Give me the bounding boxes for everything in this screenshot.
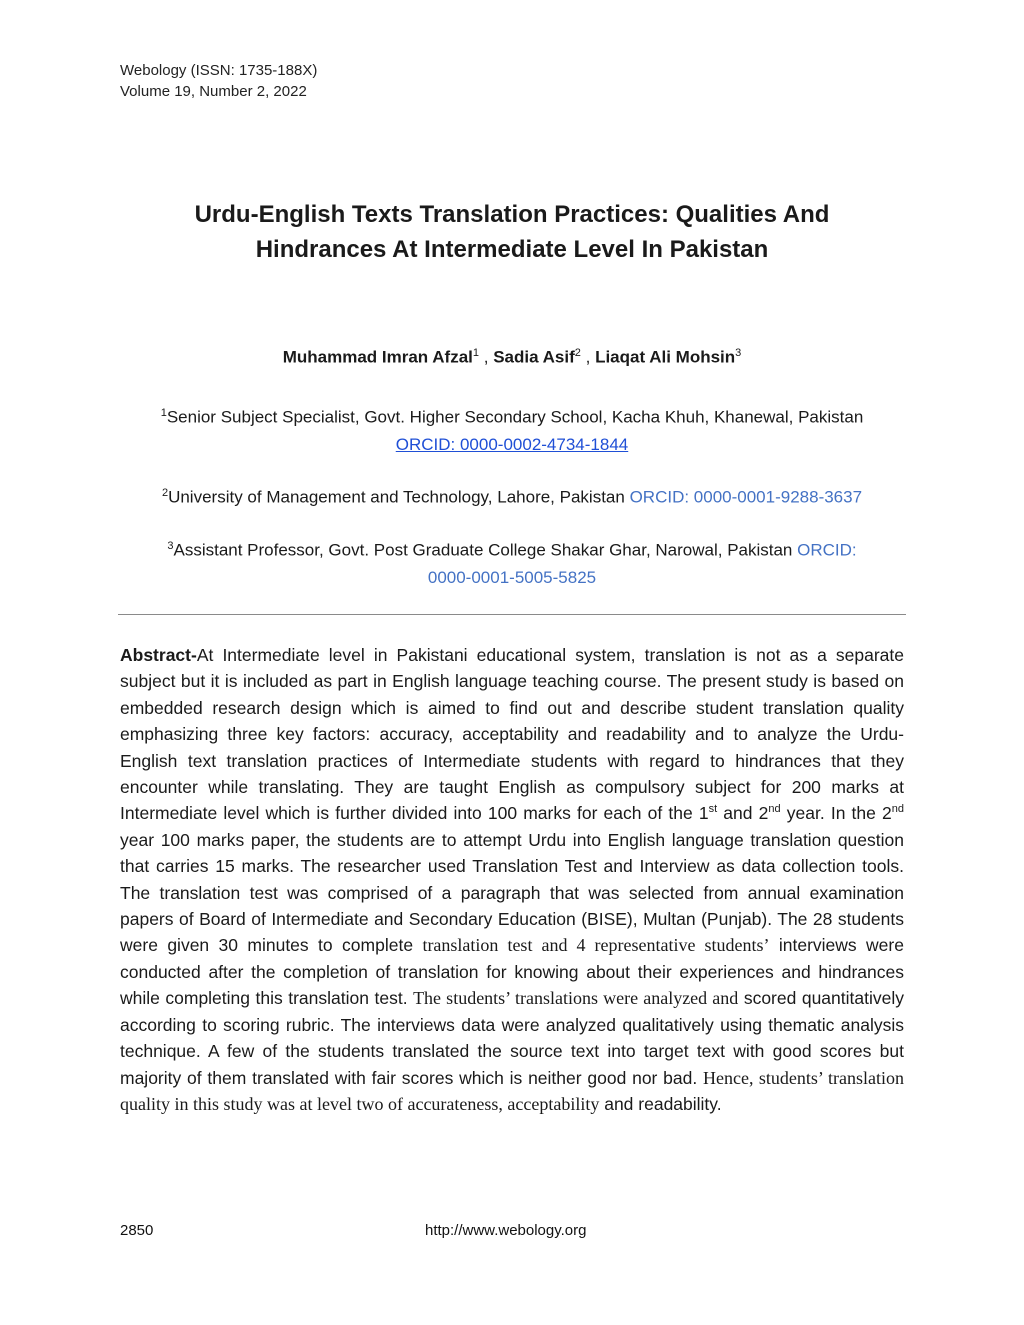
ordinal-suffix: st bbox=[708, 803, 718, 816]
author-separator: , bbox=[479, 347, 494, 367]
affil-mark: 2 bbox=[161, 487, 169, 499]
abstract-text: At Intermediate level in Pakistani educational system, translation is not as a separate subject but it is included as part in English language teaching course. The present study is based on embedded research design which is aimed to find out and describe student translation quality emphasizing three key factors: accuracy, acceptability and readability and to analyze the Urdu-English text translation practices of Intermediate students with regard to hindrances that they encounter while translating. They are taught English as compulsory subject for 200 marks at Intermediate level which is further divided into 100 marks for each of the 1 bbox=[120, 645, 904, 824]
affiliation-1 bbox=[120, 400, 904, 458]
abstract-text: and readability. bbox=[599, 1093, 722, 1114]
affil-mark: 1 bbox=[160, 407, 167, 419]
footer-url[interactable]: http://www.webology.org bbox=[425, 1222, 587, 1239]
title-line-2: Hindrances At Intermediate Level In Pakistan bbox=[255, 236, 769, 263]
journal-volume: Volume 19, Number 2, 2022 bbox=[120, 83, 307, 100]
abstract-text-serif: The students’ translations were analyzed and bbox=[413, 988, 739, 1009]
abstract-text-serif: translation test and 4 representative students’ bbox=[422, 935, 770, 956]
affil-text: Assistant Professor, Govt. Post Graduate College Shakar Ghar, Narowal, Pakistan bbox=[173, 540, 798, 560]
orcid-link[interactable]: ORCID: 0000-0002-4734-1844 bbox=[395, 434, 629, 454]
abstract-text: year 100 marks paper, the students are to attempt Urdu into English language translation question that carries 15 marks. The researcher used Translation Test and Interview as data collection tools. The translation test was comprised of a paragraph that was selected from annual examination papers of Board of Intermediate and Secondary Education (BISE), Multan (Punjab). The 28 students were given 30 minutes to complete bbox=[120, 829, 904, 956]
journal-name: Webology (ISSN: 1735-188X) bbox=[120, 62, 318, 79]
affil-text: Senior Subject Specialist, Govt. Higher Secondary School, Kacha Khuh, Khanewal, Pakistan bbox=[166, 407, 864, 427]
author-affil-mark: 1 bbox=[472, 347, 480, 359]
author-name: Muhammad Imran Afzal bbox=[282, 347, 473, 367]
affiliation-3 bbox=[120, 533, 904, 591]
page-number: 2850 bbox=[120, 1222, 154, 1239]
ordinal-suffix: nd bbox=[768, 803, 781, 816]
affil-mark: 3 bbox=[167, 540, 174, 552]
author-name: Liaqat Ali Mohsin bbox=[595, 347, 736, 367]
affil-text: University of Management and Technology, Lahore, Pakistan bbox=[168, 487, 630, 507]
journal-header bbox=[120, 60, 317, 102]
author-list bbox=[120, 347, 904, 368]
orcid-id: ORCID: 0000-0001-9288-3637 bbox=[629, 487, 863, 507]
abstract-text: year. In the 2 bbox=[780, 803, 892, 824]
abstract-text-serif: Hence, students’ translation quality in this study was at level two of accurateness, acceptability bbox=[120, 1067, 904, 1114]
abstract-text: scored quantitatively according to scoring rubric. The interviews data were analyzed qualitatively using thematic analysis technique. A few of the students translated the source text into target text with good scores but majority of them translated with fair scores which is neither good nor bad. bbox=[120, 988, 904, 1088]
title-line-1: Urdu-English Texts Translation Practices: Qualities And bbox=[194, 201, 830, 228]
affiliation-2 bbox=[120, 480, 904, 511]
abstract-label: Abstract- bbox=[120, 645, 197, 665]
author-affil-mark: 2 bbox=[574, 347, 581, 359]
orcid-label: ORCID: bbox=[797, 540, 857, 560]
abstract-text: interviews were conducted after the completion of translation for knowing about their experiences and hindrances while completing this translation test. bbox=[120, 935, 904, 1009]
author-separator: , bbox=[580, 347, 596, 367]
paper-title bbox=[120, 197, 904, 267]
abstract bbox=[120, 642, 904, 1117]
author-name: Sadia Asif bbox=[493, 347, 575, 367]
orcid-id: 0000-0001-5005-5825 bbox=[427, 567, 597, 587]
abstract-text: and 2 bbox=[717, 803, 769, 824]
section-divider bbox=[118, 614, 906, 615]
author-affil-mark: 3 bbox=[735, 347, 742, 359]
ordinal-suffix: nd bbox=[891, 803, 905, 816]
